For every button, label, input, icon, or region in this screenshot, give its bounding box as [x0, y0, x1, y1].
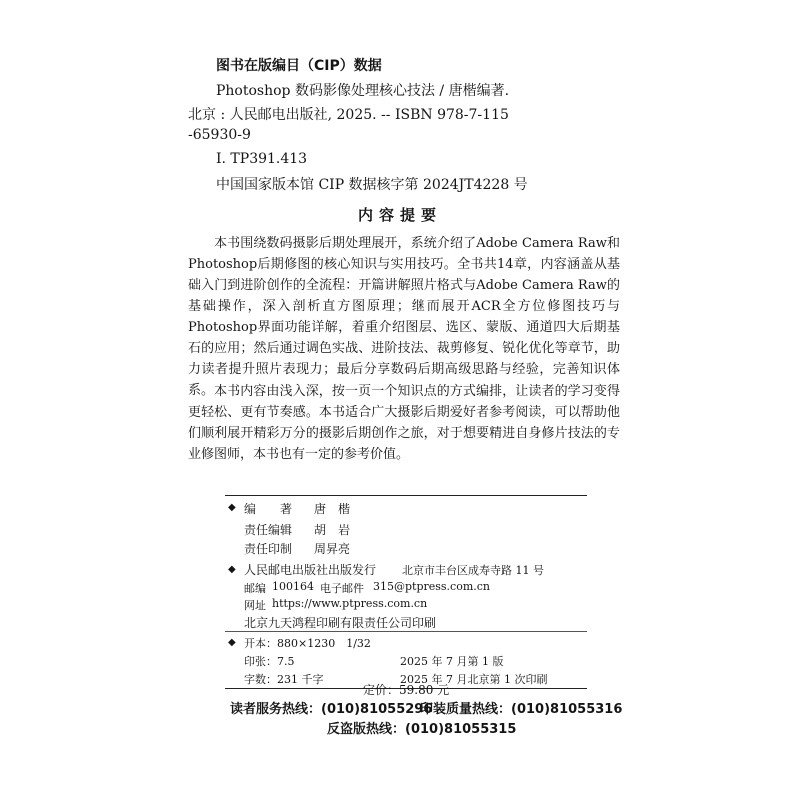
- printer-label: 责任印制: [244, 542, 293, 556]
- bullet-diamond-icon: ◆: [228, 637, 236, 648]
- reader-service-hotline: [230, 698, 432, 717]
- word-count: 字数：231 千字: [244, 673, 324, 686]
- credits-top-rule: [225, 495, 587, 496]
- editor-label: 责任编辑: [244, 523, 293, 537]
- reader-service-label: 读者服务热线：: [230, 702, 322, 717]
- email: 315@ptpress.com.cn: [373, 580, 491, 593]
- cip-title: 图书在版编目（CIP）数据: [216, 58, 382, 74]
- print-house: 北京九天鸿程印刷有限责任公司印刷: [244, 616, 437, 630]
- email-label: 电子邮件: [320, 582, 364, 595]
- website: https://www.ptpress.com.cn: [272, 597, 428, 610]
- anti-piracy-number: (010)81055315: [405, 722, 517, 737]
- publisher: 人民邮电出版社出版发行: [244, 563, 377, 577]
- summary-paragraph-2: 本书内容由浅入深，按一页一个知识点的方式编排，让读者的学习变得更轻松、更有节奏感。本书适合广大摄影后期爱好者参考阅读，可以帮助他们顺利展开精彩万分的摄影后期创作之旅，对于想要精进自身修片技法的专业修图师，本书也有一定的参考价值。: [188, 384, 620, 462]
- website-label: 网址: [244, 599, 266, 612]
- book-format: 开本：880×1230 1/32: [244, 637, 371, 650]
- reader-service-number: (010)81055296: [321, 702, 433, 717]
- print-quality-hotline: [420, 698, 622, 717]
- postcode-label: 邮编: [244, 582, 266, 595]
- price: 定价：59.80 元: [363, 683, 450, 697]
- publisher-address: 北京市丰台区成寿寺路 11 号: [402, 564, 544, 577]
- bullet-diamond-icon: ◆: [228, 502, 236, 513]
- printing: 2025 年 7 月北京第 1 次印刷: [400, 673, 548, 686]
- author-label: 编 著: [244, 502, 293, 516]
- cip-publisher-isbn: 北京 : 人民邮电出版社, 2025. -- ISBN 978-7-115: [188, 107, 509, 123]
- summary-title: 内容提要: [357, 206, 442, 224]
- cip-classification: Ⅰ. TP391.413: [216, 151, 308, 167]
- postcode: 100164: [272, 580, 314, 593]
- credits-divider: [225, 631, 587, 632]
- anti-piracy-label: 反盗版热线：: [327, 722, 406, 737]
- summary-paragraph-1: 本书围绕数码摄影后期处理展开，系统介绍了Adobe Camera Raw和Photoshop后期修图的核心知识与实用技巧。全书共14章，内容涵盖从基础入门到进阶创作的全流程：开篇讲解照片格式与Adobe Camera Raw的基础操作，深入剖析直方图原理；继而展开ACR全方位修图技巧与 Photoshop界面功能详解，着重介绍图层、选区、蒙版、通道四大后期基石的应用；然后通过调色实战、进阶技法、裁剪修复、锐化优化等章节，助力读者提升照片表现力；最后分享数码后期高级思路与经验，完善知识体系。: [188, 236, 620, 398]
- author-name: 唐 楷: [314, 502, 351, 516]
- print-quality-number: (010)81055316: [511, 702, 623, 717]
- print-quality-label: 印装质量热线：: [420, 702, 512, 717]
- printer-name: 周昇亮: [314, 542, 351, 556]
- edition: 2025 年 7 月第 1 版: [400, 655, 504, 668]
- cip-record-number: 中国国家版本馆 CIP 数据核字第 2024JT4228 号: [216, 177, 528, 193]
- print-sheets: 印张：7.5: [244, 655, 295, 668]
- cip-isbn-cont: -65930-9: [188, 127, 251, 143]
- anti-piracy-hotline: [327, 718, 516, 737]
- bullet-diamond-icon: ◆: [228, 564, 236, 575]
- cip-book-title: Photoshop 数码影像处理核心技法 / 唐楷编著.: [216, 83, 510, 99]
- editor-name: 胡 岩: [314, 523, 351, 537]
